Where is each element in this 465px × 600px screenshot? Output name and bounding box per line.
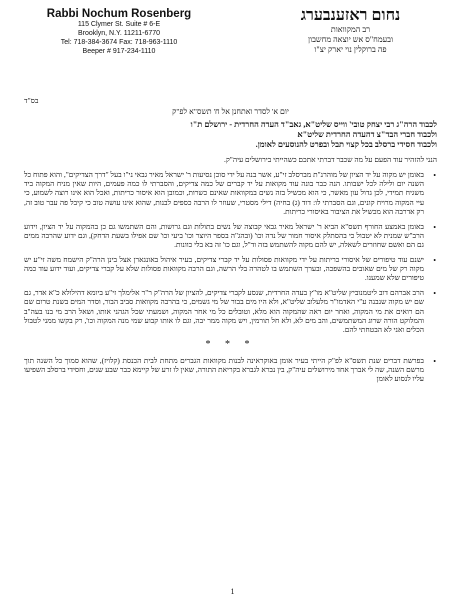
paragraph-text: באומן באמצע החורף תשס"א הביא ר' ישראל מאיר גבאי קבוצה של נשים בתולות וגם גרושות, והם השתמשו גם כן בהמקוה על יד הציון, וידוע הרב"ש שמנית לא יטבול כי בהסתלק איסור חמור של נדה וכו' (ובהג"ה בספר היוצר וכו' ביעי וכו' שם אפילו בשעת הדחק), וגם ידוע שהרבה ממים גם הם ואשם שחוזרים לשאלה, יש להם מקוה להשתמש בזה וד"ל, וגם כו' זה בא בלי כוונות. bbox=[24, 221, 424, 249]
bsd-mark: בס"ד bbox=[24, 96, 39, 105]
letter-body bbox=[24, 96, 437, 580]
paragraph-text: הרב אברהם דוב ליטמנוביץ שליט"א מו"ץ בעדה החרדית, שנסע לקברי צדיקים, להציון של הרה"ק ר"ר אלימלך זי"ע ביומא דהילולא כ"א אדר, גם שם יש מקוה שנבנה ע"י האדמו"ר מלעלוב שליט"א, ולא היו מים בבור של מי גשמים, כי בהרבה מקוואות סביב הבור, וסדר המים בשנת טרום שם הם רואים את מי המקוה, ואחר יום ראה שהמקוה הוא מלא, וטובלים כל מי אחר המקוה, ושמעתי שכל הגהני אותו, ושאל הרב מי בנו בעה"ב והמלוקט הורה שרוג המשתמשים, והב מים לא, ולא חל תורמין, ויש מקוה ממר יבה, וגם לו אותו קבוע שמי מנה המקוה וכו', רק בקשו ממני לטבול הכלים ואני לא הבטחתי להם. bbox=[24, 288, 424, 334]
bullet-icon: • bbox=[433, 222, 436, 232]
letter-paragraph bbox=[24, 170, 437, 215]
address-line-2: Brooklyn, N.Y. 11211-6770 bbox=[77, 30, 161, 37]
section-divider: * * * bbox=[205, 338, 256, 350]
location-line-he: פה ברוקלין נוי יארק יצ"ו bbox=[314, 45, 387, 54]
beeper-line: Beeper # 917-234-1110 bbox=[82, 48, 156, 55]
letterhead-hebrew bbox=[268, 6, 433, 55]
rabbi-name-en: Rabbi Nochum Rosenberg bbox=[46, 8, 192, 20]
addressee-line: ולכבוד חסידי ברסלב בכל קצוי תבל ובפרט להנוסעים לאומן. bbox=[255, 140, 437, 150]
paragraph-text: באומן יש מקוה על יד הציון של מוהרנ"ת מברסלב זי"ע, אשר בנה על ידי סוכן נסיעות ר' ישראל מאיר גבאי ני"ו בעל "דרך הצדיקים", והוא פתוח כל השנה יום ולילה לכל ישבותו. הנה כבר בונה עוד מקואות על יד קברים של כמה צדיקים, והסברתי לו כמה פעמים, היות שאין מניח המקוה ביד משגיח תמידי, לכן גדול עון מאשר, כי הוא מכשיל בזה נשים במקוואות שאינם כשרות, וכמובן הוא איסור כריתות, ואכל הוא אינו רוצה לשמוע, כי עיי המקוה מרויח קונים, וגם הסברתי לו: דוד (ג) בחיה) דילי מסטרי, שעוזר לו הרבה כספים לבנות, שהוא אינו עושה טוב כי קיבל פה עבר טוב זה, רק אדרבה הוא מכשיל את הציבור באיסורי כריתות. bbox=[24, 170, 424, 216]
bullet-icon: • bbox=[433, 356, 436, 366]
bullet-icon: • bbox=[433, 289, 436, 299]
addressee-line: ולכבוד חברי הבד"צ דהעדה החרדית שליט"א bbox=[297, 130, 437, 140]
letter-paragraph bbox=[24, 356, 437, 383]
paragraph-text: ישנם עוד טיפורים של איסורי כריתות על ידי מקוואות פסולות על יד קברי צדיקים, בעיר איהול באונגארן אצל בינן הרה"ק הישמח משה זי"ע יש מקוה רק של מים שאובים בהשפכה, ובערך השתמש בו לטהרה בלי הרשה, וגם הרבה מקוואות פסולות שלא על קברי צדיקים, ועוד ידוע עוד כמה טיפורים שלא שמענו. bbox=[24, 255, 424, 283]
intro-line: הנני להזהיר עוד הפעם על מה שכבר דברתי אתכם כשהייתי בירושלים עיה"ק. bbox=[224, 155, 437, 165]
paragraph-text: בפרשת דברים שנת תשס"א לפ"ק הייתי בעיר אומן באוקראינה לבנות מקוואות הגברים מתחת לבית הכנסת (קלויז), שהוא סמוך כל השנה תוך מרשם השנה, שה לי אברך אחד מירושלים עיה"ק, בין נברא לגברא בקריאת התורה, שאין לו זרע של קיימא כבר שבע שנים, וחסידי ברסלב השפיעו עליו לנסוע לאומן bbox=[24, 355, 424, 384]
page-number: 1 bbox=[230, 587, 235, 596]
rabbi-name-he: נחום ראזענבערג bbox=[300, 7, 401, 24]
bullet-icon: • bbox=[433, 256, 436, 266]
phone-line: Tel: 718-384-3674 Fax: 718-963-1110 bbox=[60, 39, 178, 46]
bullet-icon: • bbox=[433, 171, 436, 181]
date-line: יום א' לסדר ואתחנן אל ח' תשס"א לפ"ק bbox=[172, 107, 289, 117]
address-line-1: 115 Clymer St. Suite # 6-E bbox=[77, 21, 161, 28]
author-line-he: ובעמח"ס אש יוצאה מחשבון bbox=[307, 35, 393, 44]
letter-paragraph bbox=[24, 288, 437, 333]
letter-paragraph bbox=[24, 255, 437, 282]
addressee-line: לכבוד הרה"ג רבי יצחק טובי' ווייס שליט"א, גאב"ד העדה החרדית - ירושלם ת"ו bbox=[190, 120, 437, 130]
letterhead-english bbox=[44, 8, 194, 56]
letter-paragraph bbox=[24, 222, 437, 249]
title-he: רב המקוואות bbox=[330, 25, 371, 34]
